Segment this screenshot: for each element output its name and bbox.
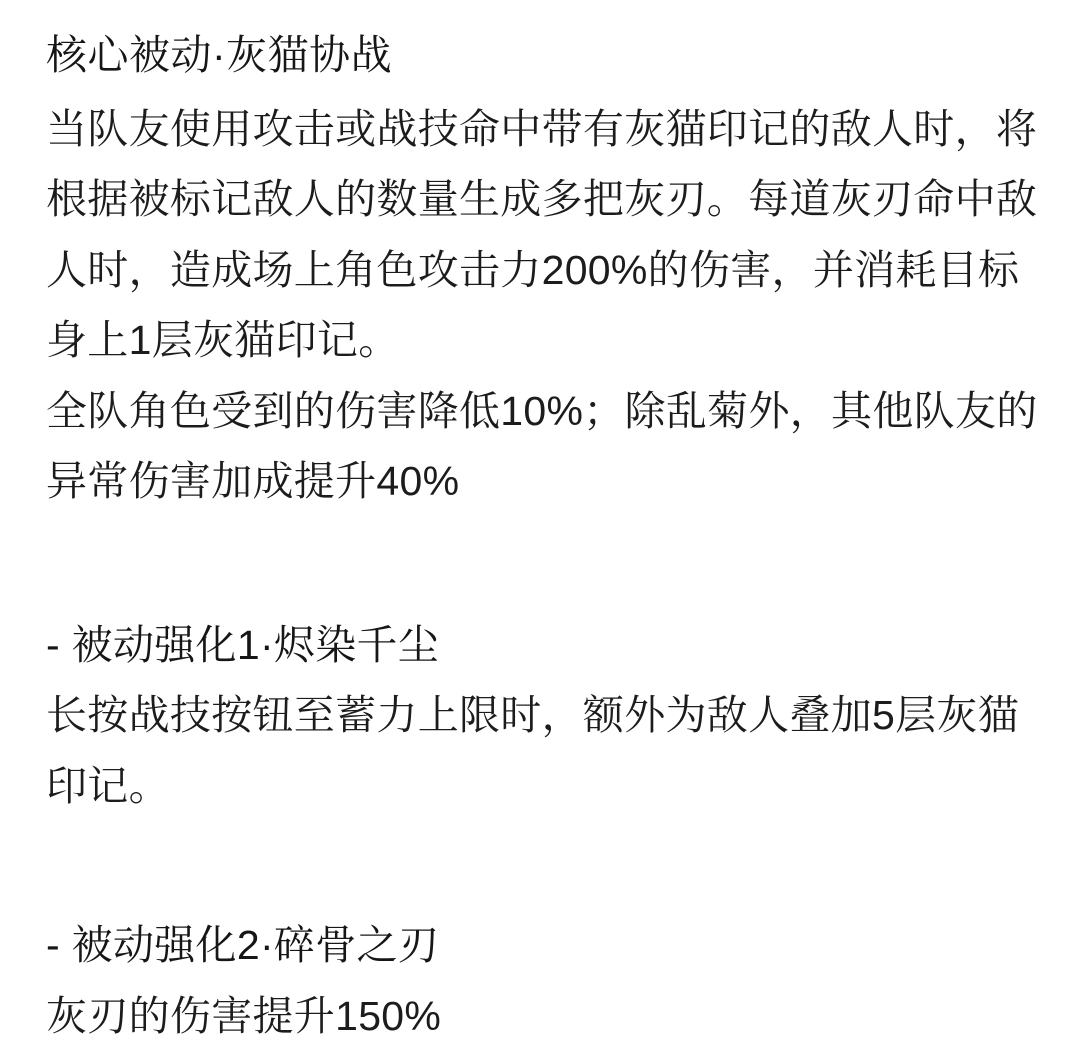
core-passive-title: 核心被动·灰猫协战	[46, 32, 393, 78]
core-passive-paragraph-1: 当队友使用攻击或战技命中带有灰猫印记的敌人时，将根据被标记敌人的数量生成多把灰刃。每道灰刃命中敌人时，造成场上角色攻击力200%的伤害，并消耗目标身上1层灰猫印记。	[46, 105, 1038, 364]
passive-enhance-1-title: - 被动强化1·烬染千尘	[46, 621, 440, 668]
section-spacer-1	[46, 517, 1040, 613]
section-passive-enhance-1	[46, 613, 1040, 822]
passive-enhance-2-paragraph-1: 灰刃的伤害提升150%	[46, 992, 442, 1039]
passive-enhance-1-paragraph-1: 长按战技按钮至蓄力上限时，额外为敌人叠加5层灰猫印记。	[46, 692, 1019, 809]
section-core-passive	[46, 24, 1040, 517]
passive-enhance-2-title: - 被动强化2·碎骨之刃	[46, 922, 440, 969]
core-passive-paragraph-2: 全队角色受到的伤害降低10%；除乱菊外，其他队友的异常伤害加成提升40%	[46, 387, 1038, 505]
section-passive-enhance-2	[46, 913, 1040, 1051]
section-spacer-2	[46, 821, 1040, 913]
